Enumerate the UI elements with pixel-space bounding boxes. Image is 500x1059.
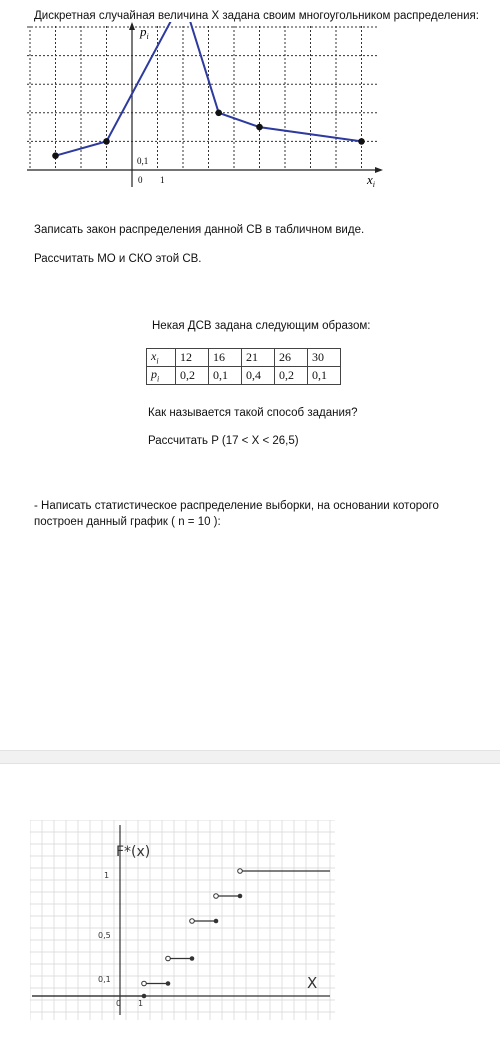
table-header-x: $x_i$ <box>147 349 176 367</box>
ecdf-closed-point <box>142 994 147 999</box>
polygon-x-arrow <box>375 167 383 173</box>
polygon-xlabel: $x_i$ <box>367 172 376 189</box>
polygon-point <box>103 138 110 145</box>
heading-polygon-task: Дискретная случайная величина X задана своим многоугольником распределения: <box>34 10 479 22</box>
polygon-point <box>256 124 263 131</box>
polygon-ylabel: $p_i$ <box>140 24 149 41</box>
ecdf-closed-point <box>214 919 219 924</box>
page-divider <box>0 750 500 764</box>
ecdf-closed-point <box>238 894 243 899</box>
table-cell: 0,4 <box>242 367 275 385</box>
ecdf-ytick-1: 1 <box>104 871 110 880</box>
ecdf-open-point <box>190 919 195 924</box>
distribution-table <box>146 348 341 385</box>
polygon-tick-y: 0,1 <box>137 156 149 166</box>
polygon-origin: 0 <box>138 175 143 185</box>
polygon-point <box>52 152 59 159</box>
table-cell: 26 <box>275 349 308 367</box>
task-mean-std: Рассчитать МО и СКО этой СВ. <box>34 253 202 265</box>
ecdf-open-point <box>214 894 219 899</box>
table-header-p: $p_i$ <box>147 367 176 385</box>
table-cell: 21 <box>242 349 275 367</box>
table-cell: 0,2 <box>176 367 209 385</box>
heading-dsv-table: Некая ДСВ задана следующим образом: <box>152 320 371 332</box>
table-cell: 30 <box>308 349 341 367</box>
polygon-tick-x: 1 <box>160 175 165 185</box>
table-row-p <box>147 367 341 385</box>
table-cell: 16 <box>209 349 242 367</box>
ecdf-closed-point <box>166 981 171 986</box>
polygon-point <box>215 110 222 117</box>
ecdf-closed-point <box>190 956 195 961</box>
table-cell: 0,1 <box>209 367 242 385</box>
polygon-chart <box>25 22 385 197</box>
ecdf-ytick-01: 0,1 <box>98 975 111 984</box>
question-method-name: Как называется такой способ задания? <box>148 407 358 419</box>
table-row-x <box>147 349 341 367</box>
ecdf-xlabel: X <box>307 974 318 992</box>
ecdf-ytick-05: 0,5 <box>98 931 111 940</box>
ecdf-open-point <box>142 981 147 986</box>
task-table-form: Записать закон распределения данной СВ в табличном виде. <box>34 224 365 236</box>
polygon-y-arrow <box>129 22 135 30</box>
polygon-point <box>358 138 365 145</box>
table-cell: 12 <box>176 349 209 367</box>
ecdf-grid <box>30 820 335 1020</box>
ecdf-open-point <box>166 956 171 961</box>
task-statistical-distribution: - Написать статистическое распределение выборки, на основании которого построен данный график ( n = 10 ): <box>34 500 439 528</box>
table-cell: 0,1 <box>308 367 341 385</box>
ecdf-series <box>32 869 330 999</box>
ecdf-xtick: 1 <box>138 999 144 1008</box>
question-probability: Рассчитать P (17 < X < 26,5) <box>148 435 299 447</box>
ecdf-chart <box>30 820 335 1020</box>
ecdf-open-point <box>238 869 243 874</box>
ecdf-origin: 0 <box>116 999 122 1008</box>
table-cell: 0,2 <box>275 367 308 385</box>
ecdf-ylabel: F*(x) <box>116 844 151 860</box>
